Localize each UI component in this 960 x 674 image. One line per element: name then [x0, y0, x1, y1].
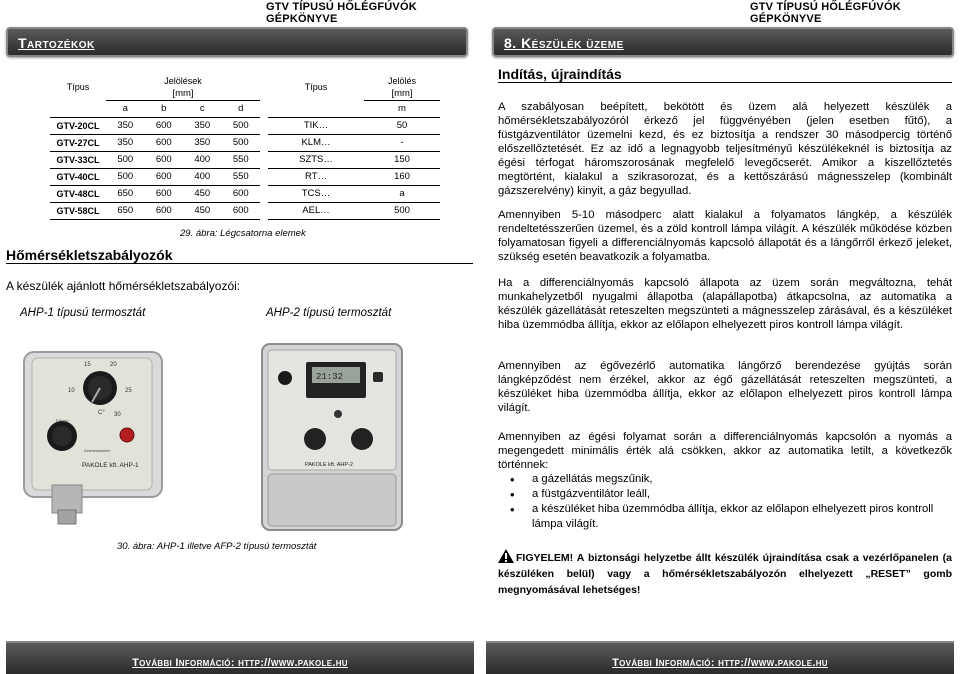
- page-footer: [486, 641, 954, 674]
- dimensions-table: [50, 74, 260, 220]
- table-sub-m: m: [364, 100, 440, 117]
- warning-label: FIGYELEM!: [516, 552, 574, 564]
- table-row: GTV-48CL 650 600 450 600: [50, 185, 260, 202]
- table-header-unit: [mm]: [364, 87, 440, 100]
- table-row: GTV-20CL 350 600 350 500: [50, 117, 260, 134]
- table-header-type: Típus: [66, 82, 90, 92]
- table-header-group: Jelölés: [387, 75, 416, 86]
- banner-title: Tartozékok: [18, 35, 95, 51]
- running-head: GTV TÍPUSÚ HŐLÉGFÚVÓK GÉPKÖNYVE: [266, 1, 417, 25]
- device-brand-text: PAKOLE kft. AHP-2: [305, 462, 353, 468]
- figure-caption-30: 30. ábra: AHP-1 illetve AFP-2 típusú termosztát: [117, 541, 317, 552]
- table-header-type: Típus: [304, 82, 328, 92]
- ahp1-label: AHP-1 típusú termosztát: [20, 307, 146, 319]
- table-row: KLM… -: [268, 134, 440, 151]
- warning-icon: [498, 549, 514, 563]
- device-small-text: Zeichenkasten: [84, 448, 111, 453]
- table-header-group: Jelölések: [164, 75, 202, 86]
- dial-mark: 30: [114, 412, 121, 418]
- dial-mark: 15: [84, 362, 91, 368]
- paragraph-5: Amennyiben az égési folyamat során a differenciálnyomás kapcsolón a nyomás a megengedett minimális érték alá csökken, akkor az automatika letilt, a következők történnek:: [498, 431, 952, 471]
- table-header-unit: [mm]: [106, 87, 260, 100]
- device-brand-text: PAKOLE kft. AHP-1: [82, 462, 139, 469]
- paragraph-4: Amennyiben az égővezérlő automatika lángőrző berendezése gyújtás során lángképződést nem érzékel, akkor az égő gázellátását reteszelten megszünteti, a készüléket hiba üzemmódba állítja, ekkor az előlapon elhelyezett piros kontroll lámpa világít.: [498, 360, 952, 414]
- warning-text: A biztonsági helyzetbe állt készülék újraindítása csak a vezérlőpanelen (a készüléken belül) vagy a hőmérsékletszabályozón elhelyezett „RESET” gomb megnyomásával lehetséges!: [498, 552, 952, 596]
- section-heading: Hőmérsékletszabályozók: [6, 247, 473, 264]
- dial-mark: C°: [98, 410, 105, 416]
- section-banner: [6, 27, 468, 57]
- page-footer: [6, 641, 474, 674]
- ahp1-thermostat-image: [22, 350, 166, 526]
- list-item: • a füstgázventilátor leáll,: [498, 487, 952, 502]
- table-sub-b: b: [145, 100, 184, 117]
- duct-elements-table: [268, 74, 440, 220]
- ahp2-thermostat-image: [260, 342, 404, 532]
- paragraph-1: A szabályosan beépített, bekötött és üzem alá helyezett készülék a hőmérsékletszabályozóról érkező jel függvényében (jelen esetben fűtő), a füstgázventilátor üzemelni kezd, és ez biztosítja a rendszer 30 másodpercig történő előszellőztetését. Ez az idő a legnagyobb teljesítményű készülékeknél is biztosítja az égési térfogat háromszorosának megfelelő levegőcserét. Amikor a kiszellőztetés megtörtént, kialakul a szikrasorozat, és a kettőszárású mágnesszelep (kombinált gázszerelvény) kinyit, a gáz begyullad.: [498, 101, 952, 197]
- table-sub-c: c: [183, 100, 222, 117]
- paragraph-3: Ha a differenciálnyomás kapcsoló állapota az üzem során megváltozna, tehát munkahelyzetből nyugalmi állapotba (alapállapotba) átkapcsolna, az automatika a készülék gázellátását reteszelten megszünteti a mágnesszelep zárásával, és a készüléket hiba üzemmódba állítja, ekkor az előlapon elhelyezett piros kontroll lámpa világít.: [498, 277, 952, 331]
- table-row: GTV-27CL 350 600 350 500: [50, 134, 260, 151]
- table-sub-a: a: [106, 100, 145, 117]
- banner-title: 8. Készülék üzeme: [504, 35, 624, 51]
- paragraph-2: Amennyiben 5-10 másodperc alatt kialakul a folyamatos lángkép, a készülék rendeltetésszerűen üzemel, és a zöld kontroll lámpa világít. A készülék működése közben folyamatosan figyeli a differenciálnyomás kapcsoló állapotát és a lángőrről érkező jeleket, szükség esetén beavatkozik a folyamatba.: [498, 209, 952, 263]
- dial-mark: 25: [125, 388, 132, 394]
- running-head: GTV TÍPUSÚ HŐLÉGFÚVÓK GÉPKÖNYVE: [750, 1, 901, 25]
- dial-mark: 10: [68, 388, 75, 394]
- footer-link[interactable]: További Információ: http://www.pakole.hu: [612, 657, 828, 669]
- table-row: AEL… 500: [268, 202, 440, 219]
- ahp2-label: AHP-2 típusú termosztát: [266, 307, 392, 319]
- footer-link[interactable]: További Információ: http://www.pakole.hu: [132, 657, 348, 669]
- intro-text: A készülék ajánlott hőmérsékletszabályozói:: [6, 279, 241, 293]
- table-sub-d: d: [222, 100, 261, 117]
- device-small-text: F.Beep: [56, 418, 69, 423]
- right-page: [480, 0, 960, 674]
- lcd-display: 21:32: [316, 372, 344, 382]
- table-row: RT… 160: [268, 168, 440, 185]
- table-row: GTV-33CL 500 600 400 550: [50, 151, 260, 168]
- list-item: • a készüléket hiba üzemmódba állítja, ekkor az előlapon elhelyezett piros kontroll lámpa világít.: [498, 502, 952, 532]
- table-row: SZTS… 150: [268, 151, 440, 168]
- section-heading: Indítás, újraindítás: [498, 66, 952, 83]
- dial-mark: 20: [110, 362, 117, 368]
- table-row: GTV-40CL 500 600 400 550: [50, 168, 260, 185]
- consequence-list: [498, 472, 952, 532]
- warning-box: [498, 549, 952, 598]
- section-banner: [492, 27, 954, 57]
- table-row: GTV-58CL 650 600 450 600: [50, 202, 260, 219]
- table-row: TCS… a: [268, 185, 440, 202]
- list-item: • a gázellátás megszűnik,: [498, 472, 952, 487]
- table-row: TIK… 50: [268, 117, 440, 134]
- figure-caption-29: 29. ábra: Légcsatorna elemek: [180, 228, 306, 239]
